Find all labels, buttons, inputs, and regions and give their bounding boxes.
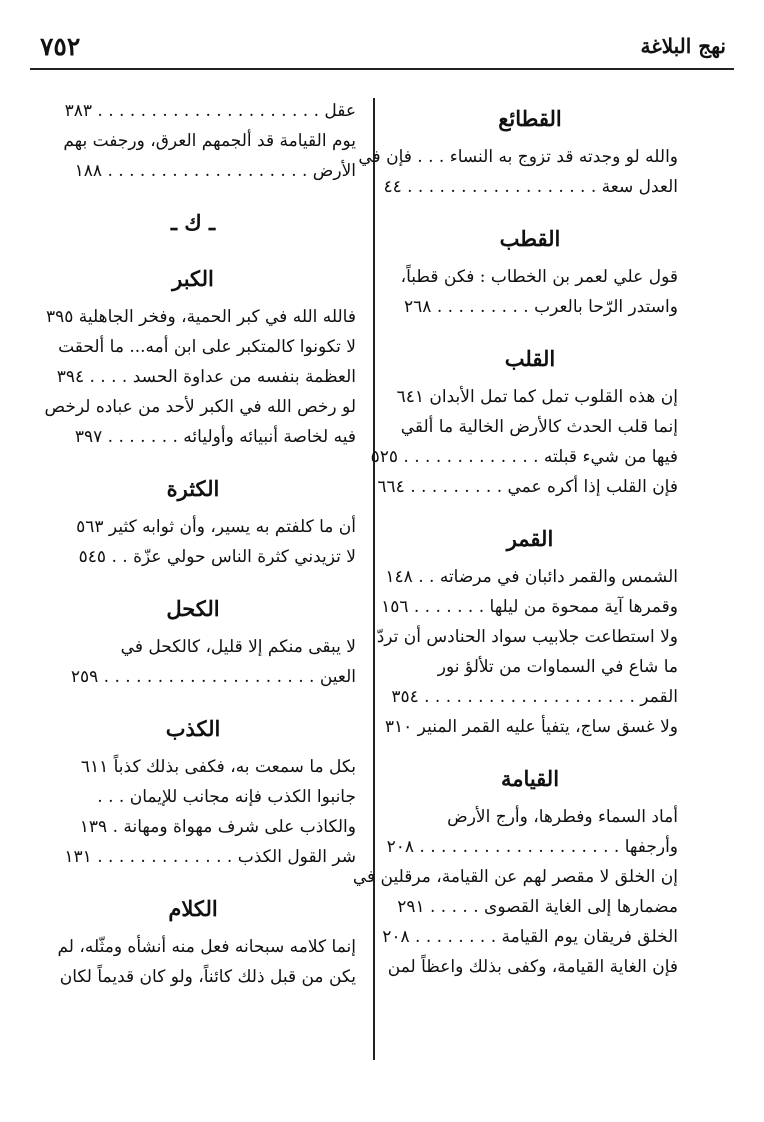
section-heading: القلب bbox=[504, 346, 556, 371]
section-heading: القطب bbox=[499, 226, 561, 251]
entry-line: ولا استطاعت جلابيب سواد الحنادس أن تردّ bbox=[376, 627, 678, 647]
entry-line: والله لو وجدته قد تزوج به النساء . . . فإن في bbox=[358, 147, 678, 167]
entry-line: مضمارها إلى الغاية القصوى . . . . . ٢٩١ bbox=[397, 897, 678, 917]
entry-line: شر القول الكذب . . . . . . . . . . . . . ١٣١ bbox=[64, 847, 356, 867]
section-kohl bbox=[30, 586, 356, 692]
entry-line: واستدر الرّحا بالعرب . . . . . . . . . ٢٦٨ bbox=[404, 297, 678, 317]
entry-line: لا يبقى منكم إلا قليل، كالكحل في bbox=[120, 637, 356, 657]
entry-line: العظمة بنفسه من عداوة الحسد . . . . ٣٩٤ bbox=[56, 367, 356, 387]
entry-line: أن ما كلفتم به يسير، وأن ثوابه كثير ٥٦٣ bbox=[76, 517, 356, 537]
section-heading: الكبر bbox=[172, 266, 214, 291]
entry-line: الخلق فريقان يوم القيامة . . . . . . . . ٢٠٨ bbox=[382, 927, 678, 947]
letter-heading: ـ ك ـ bbox=[170, 210, 216, 235]
section-kadhib bbox=[30, 706, 356, 872]
entry-line: فيها من شيء قبلته . . . . . . . . . . . . . ٥٢٥ bbox=[370, 447, 678, 467]
section-qutb bbox=[382, 216, 678, 322]
section-kibr bbox=[30, 256, 356, 452]
page-number: ٧٥٢ bbox=[40, 32, 81, 61]
entry-line: وأرجفها . . . . . . . . . . . . . . . . . . . ٢٠٨ bbox=[386, 837, 678, 857]
section-heading: الكذب bbox=[165, 716, 221, 741]
section-qataie bbox=[358, 96, 678, 202]
entry-line: والكاذب على شرف مهواة ومهانة . ١٣٩ bbox=[79, 817, 356, 837]
book-title: نهج البلاغة bbox=[640, 34, 726, 58]
entry-line: بكل ما سمعت به، فكفى بذلك كذباً ٦١١ bbox=[80, 757, 356, 777]
entry-line: إن الخلق لا مقصر لهم عن القيامة، مرقلين في bbox=[352, 867, 678, 887]
entry-line: العدل سعة . . . . . . . . . . . . . . . . . . ٤٤ bbox=[383, 177, 678, 197]
page-header bbox=[30, 28, 734, 70]
entry-line: لا تكونوا كالمتكبر على ابن أمه... ما ألحقت bbox=[58, 337, 356, 357]
entry-line: يكن من قبل ذلك كائناً، ولو كان قديماً لكان bbox=[59, 967, 356, 987]
section-heading: الكلام bbox=[168, 896, 218, 921]
entry-line: جانبوا الكذب فإنه مجانب للإيمان . . . bbox=[97, 787, 356, 807]
entry-line: فإن القلب إذا أكره عمي . . . . . . . . . ٦٦٤ bbox=[377, 477, 678, 497]
section-heading: القيامة bbox=[500, 766, 560, 791]
entry-line: أماد السماء وفطرها، وأرج الأرض bbox=[447, 807, 678, 827]
entry-line: إنما كلامه سبحانه فعل منه أنشأه ومثّله، لم bbox=[57, 937, 356, 957]
section-qamar bbox=[376, 516, 678, 742]
section-kalam bbox=[30, 886, 356, 992]
entry-line: وقمرها آية ممحوة من ليلها . . . . . . . ١٥٦ bbox=[381, 597, 678, 617]
column-divider bbox=[373, 98, 375, 1060]
entry-line: لا تزيدني كثرة الناس حولي عزّة . . ٥٤٥ bbox=[78, 547, 356, 567]
section-heading: الكثرة bbox=[166, 476, 220, 501]
entry-line: ولا غسق ساج، يتفيأ عليه القمر المنير ٣١٠ bbox=[384, 717, 678, 737]
section-qalb bbox=[370, 336, 678, 502]
entry-line: الأرض . . . . . . . . . . . . . . . . . . . ١٨٨ bbox=[74, 161, 356, 181]
entry-line: إن هذه القلوب تمل كما تمل الأبدان ٦٤١ bbox=[396, 387, 678, 407]
entry-line: القمر . . . . . . . . . . . . . . . . . . . . ٣٥٤ bbox=[391, 687, 678, 707]
entry-line: فالله الله في كبر الحمية، وفخر الجاهلية ٣٩٥ bbox=[45, 307, 356, 327]
entry-line: ما شاع في السماوات من تلألؤ نور bbox=[437, 657, 678, 677]
entry-line: قول علي لعمر بن الخطاب : فكن قطباً، bbox=[400, 267, 678, 287]
entry-line: عقل . . . . . . . . . . . . . . . . . . . . . ٣٨٣ bbox=[64, 101, 356, 121]
section-heading: القطائع bbox=[498, 106, 562, 131]
entry-line: لو رخص الله في الكبر لأحد من عباده لرخص bbox=[44, 397, 356, 417]
continued-entries bbox=[30, 96, 356, 186]
section-heading: القمر bbox=[506, 526, 554, 551]
entry-line: فإن الغاية القيامة، وكفى بذلك واعظاً لمن bbox=[387, 957, 678, 977]
section-kathra bbox=[30, 466, 356, 572]
entry-line: الشمس والقمر دائبان في مرضاته . . ١٤٨ bbox=[385, 567, 678, 587]
entry-line: إنما قلب الحدث كالأرض الخالية ما ألقي bbox=[400, 417, 678, 437]
left-column bbox=[30, 96, 356, 992]
right-column bbox=[352, 96, 678, 982]
entry-line: يوم القيامة قد ألجمهم العرق، ورجفت بهم bbox=[63, 131, 356, 151]
section-qiyama bbox=[352, 756, 678, 982]
entry-line: العين . . . . . . . . . . . . . . . . . . . . ٢٥٩ bbox=[70, 667, 356, 687]
entry-line: فيه لخاصة أنبيائه وأوليائه . . . . . . . ٣٩٧ bbox=[74, 427, 356, 447]
section-heading: الكحل bbox=[166, 596, 220, 621]
